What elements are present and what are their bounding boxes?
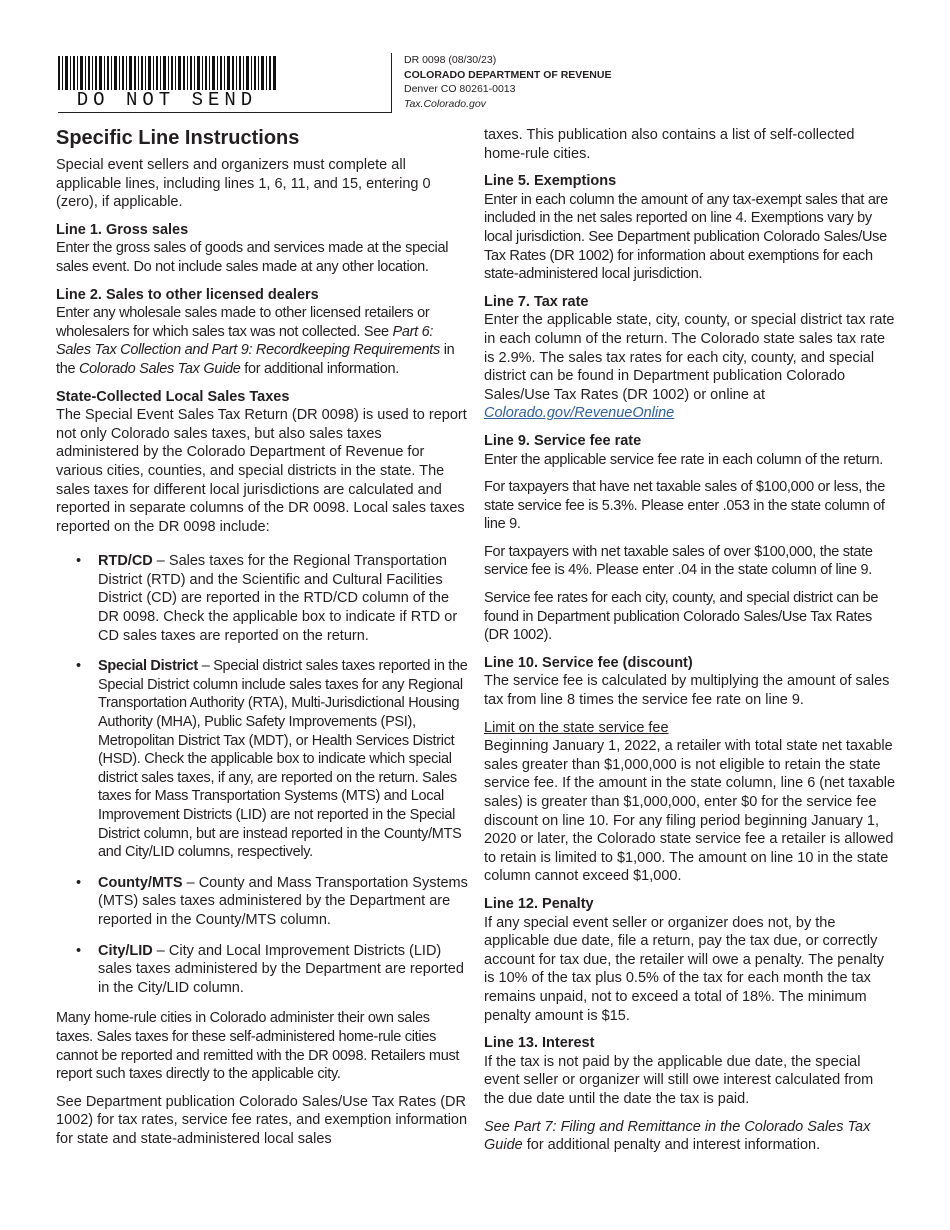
line2-text-b: in the <box>56 342 455 377</box>
list-item-term: RTD/CD <box>98 553 153 570</box>
line10-section <box>484 654 896 886</box>
line7-section <box>484 293 896 423</box>
list-item-term: Special District <box>98 658 198 675</box>
line5-section <box>484 172 896 284</box>
list-item-text: – County and Mass Transportation Systems (MTS) sales taxes administered by the Department are reported in the County/MTS column. <box>98 874 468 928</box>
state-collected-heading: State-Collected Local Sales Taxes <box>56 388 290 405</box>
intro-paragraph: Special event sellers and organizers must complete all applicable lines, including lines 1, 6, 11, and 15, entering 0 (zero), if applicable. <box>56 157 431 211</box>
list-item <box>56 552 468 645</box>
home-rule-paragraph: Many home-rule cities in Colorado administer their own sales taxes. Sales taxes for these self-administered home-rule cities cannot be reported and remitted with the DR 0098. Retailers must report such taxes directly to the applicable city. <box>56 1010 460 1083</box>
line9-p1: Enter the applicable service fee rate in each column of the return. <box>484 451 884 468</box>
form-number: DR 0098 (08/30/23) <box>404 54 497 66</box>
local-tax-list <box>56 552 468 997</box>
line2-section <box>56 286 468 379</box>
line7-heading: Line 7. Tax rate <box>484 293 589 310</box>
line13-see-also <box>484 1118 896 1155</box>
list-item <box>56 657 468 862</box>
barcode-label: DO NOT SEND <box>76 89 258 111</box>
state-collected-section <box>56 388 468 1149</box>
line1-text: Enter the gross sales of goods and services made at the special sales event. Do not include sales made at any other location. <box>56 240 449 275</box>
right-column <box>484 126 896 1164</box>
list-item-term: City/LID <box>98 942 153 959</box>
line1-section <box>56 221 468 277</box>
line9-p4: Service fee rates for each city, county, and special district can be found in Department publication Colorado Sales/Use Tax Rates (DR 1002). <box>484 590 879 644</box>
list-item-term: County/MTS <box>98 874 183 891</box>
line7-body: Enter the applicable state, city, county, or special district tax rate in each column of the return. The Colorado state sales tax rate is 2.9%. The sales tax rates for each city, county, and special district can be found in Department publication Colorado Sales/Use Tax Rates (DR 1002) or online at <box>484 312 895 403</box>
list-item-text: – Special district sales taxes reported in the Special District column include sales taxes for any Regional Transportation Authority (RTA), Multi-Jurisdictional Housing Authority (MHA), Public Safety Improvements (PSI), Metropolitan District Tax (MDT), or Health Services District (HSD). Check the applicable box to indicate which special district sales taxes, if any, are reported on the return. Sales taxes for Mass Transportation Systems (MTS) and Local Improvement Districts (LID) are not reported in the Special District column, but are instead reported in the County/MTS and City/LID columns, respectively. <box>98 658 468 861</box>
see-department-paragraph: See Department publication Colorado Sales/Use Tax Rates (DR 1002) for tax rates, service fee rates, and exemption information for state and state-administered local sales <box>56 1093 468 1147</box>
line2-text <box>56 304 468 378</box>
line9-p2: For taxpayers that have net taxable sales of $100,000 or less, the state service fee is 5.3%. Please enter .053 in the state column of line 9. <box>484 479 885 533</box>
line7-text <box>484 311 896 423</box>
limit-text: Beginning January 1, 2022, a retailer with total state net taxable sales greater than $1,000,000 is not eligible to retain the state service fee. If the amount in the state column, line 6 (net taxable sales) is greater than $1,000,000, enter $0 for the service fee discount on line 10. For any filing period beginning January 1, 2020 or later, the Colorado state service fee a retailer is allowed to retain is limited to $1,000. The amount on line 10 in the state column cannot exceed $1,000. <box>484 738 896 885</box>
line1-heading: Line 1. Gross sales <box>56 221 189 238</box>
barcode-image <box>58 56 276 90</box>
line9-section <box>484 432 896 645</box>
line13-section <box>484 1034 896 1155</box>
limit-heading: Limit on the state service fee <box>484 719 669 736</box>
revenue-online-link[interactable]: Colorado.gov/RevenueOnline <box>484 405 675 422</box>
list-item <box>56 942 468 998</box>
left-column <box>56 124 468 1158</box>
line13-heading: Line 13. Interest <box>484 1035 595 1052</box>
line12-text: If any special event seller or organizer does not, by the applicable due date, file a return, pay the tax due, or correctly account for tax due, the retailer will owe a penalty. The penalty is 10% of the tax plus 0.5% of the tax for each month the tax remains unpaid, not to exceed a total of 18%. The minimum penalty amount is $15. <box>484 914 885 1024</box>
line13-see-text: for additional penalty and interest information. <box>522 1137 821 1154</box>
header-divider-horizontal <box>58 112 392 113</box>
line10-text: The service fee is calculated by multiplying the amount of sales tax from line 8 times the service fee rate on line 9. <box>484 673 890 709</box>
filing-guide-ref: See Part 7: Filing and Remittance in the Colorado Sales Tax Guide <box>484 1118 871 1154</box>
header-divider-vertical <box>391 53 392 113</box>
line9-p3: For taxpayers with net taxable sales of over $100,000, the state service fee is 4%. Please enter .04 in the state column of line 9. <box>484 543 873 579</box>
line2-guide-ref: Colorado Sales Tax Guide <box>79 360 241 377</box>
line2-heading: Line 2. Sales to other licensed dealers <box>56 286 319 303</box>
list-item-text: – Sales taxes for the Regional Transportation District (RTD) and the Scientific and Cultural Facilities District (CD) are reported in the RTD/CD column of the DR 0098. Check the applicable box to indicate if RTD or CD sales taxes are reported on the return. <box>98 553 458 644</box>
state-collected-text: The Special Event Sales Tax Return (DR 0098) is used to report not only Colorado sales taxes, but also sales taxes administered by the Colorado Department of Revenue for various cities, counties, and special districts in the state. The sales taxes for different local jurisdictions are calculated and reported in separate columns of the DR 0098. Local sales taxes reported on the DR 0098 include: <box>56 407 467 535</box>
line2-text-a: Enter any wholesale sales made to other licensed retailers or wholesalers for which sales tax was not collected. See <box>56 305 430 340</box>
line9-heading: Line 9. Service fee rate <box>484 432 642 449</box>
line12-section <box>484 895 896 1025</box>
line5-text: Enter in each column the amount of any tax-exempt sales that are included in the net sales reported on line 4. Exemptions vary by local jurisdiction. See Department publication Colorado Sales/Use Tax Rates (DR 1002) for information about exemptions for each state-administered local jurisdiction. <box>484 191 888 283</box>
line12-heading: Line 12. Penalty <box>484 895 594 912</box>
department-website: Tax.Colorado.gov <box>404 97 486 110</box>
line13-text: If the tax is not paid by the applicable due date, the special event seller or organizer will still owe interest calculated from the due date until the date the tax is paid. <box>484 1053 874 1107</box>
department-name: COLORADO DEPARTMENT OF REVENUE <box>404 68 612 81</box>
list-item-text: – City and Local Improvement Districts (LID) sales taxes administered by the Department are reported in the City/LID column. <box>98 942 464 996</box>
see-department-continued: taxes. This publication also contains a list of self-collected home-rule cities. <box>484 127 855 162</box>
line5-heading: Line 5. Exemptions <box>484 173 617 190</box>
line2-text-c: for additional information. <box>240 360 399 377</box>
department-address: Denver CO 80261-0013 <box>404 83 516 95</box>
list-item <box>56 874 468 930</box>
line2-italic-ref: Part 6: Sales Tax Collection and Part 9: Recordkeeping Requirements <box>56 323 440 359</box>
line10-heading: Line 10. Service fee (discount) <box>484 654 693 671</box>
form-header-info <box>404 53 611 111</box>
page-title: Specific Line Instructions <box>56 127 300 149</box>
